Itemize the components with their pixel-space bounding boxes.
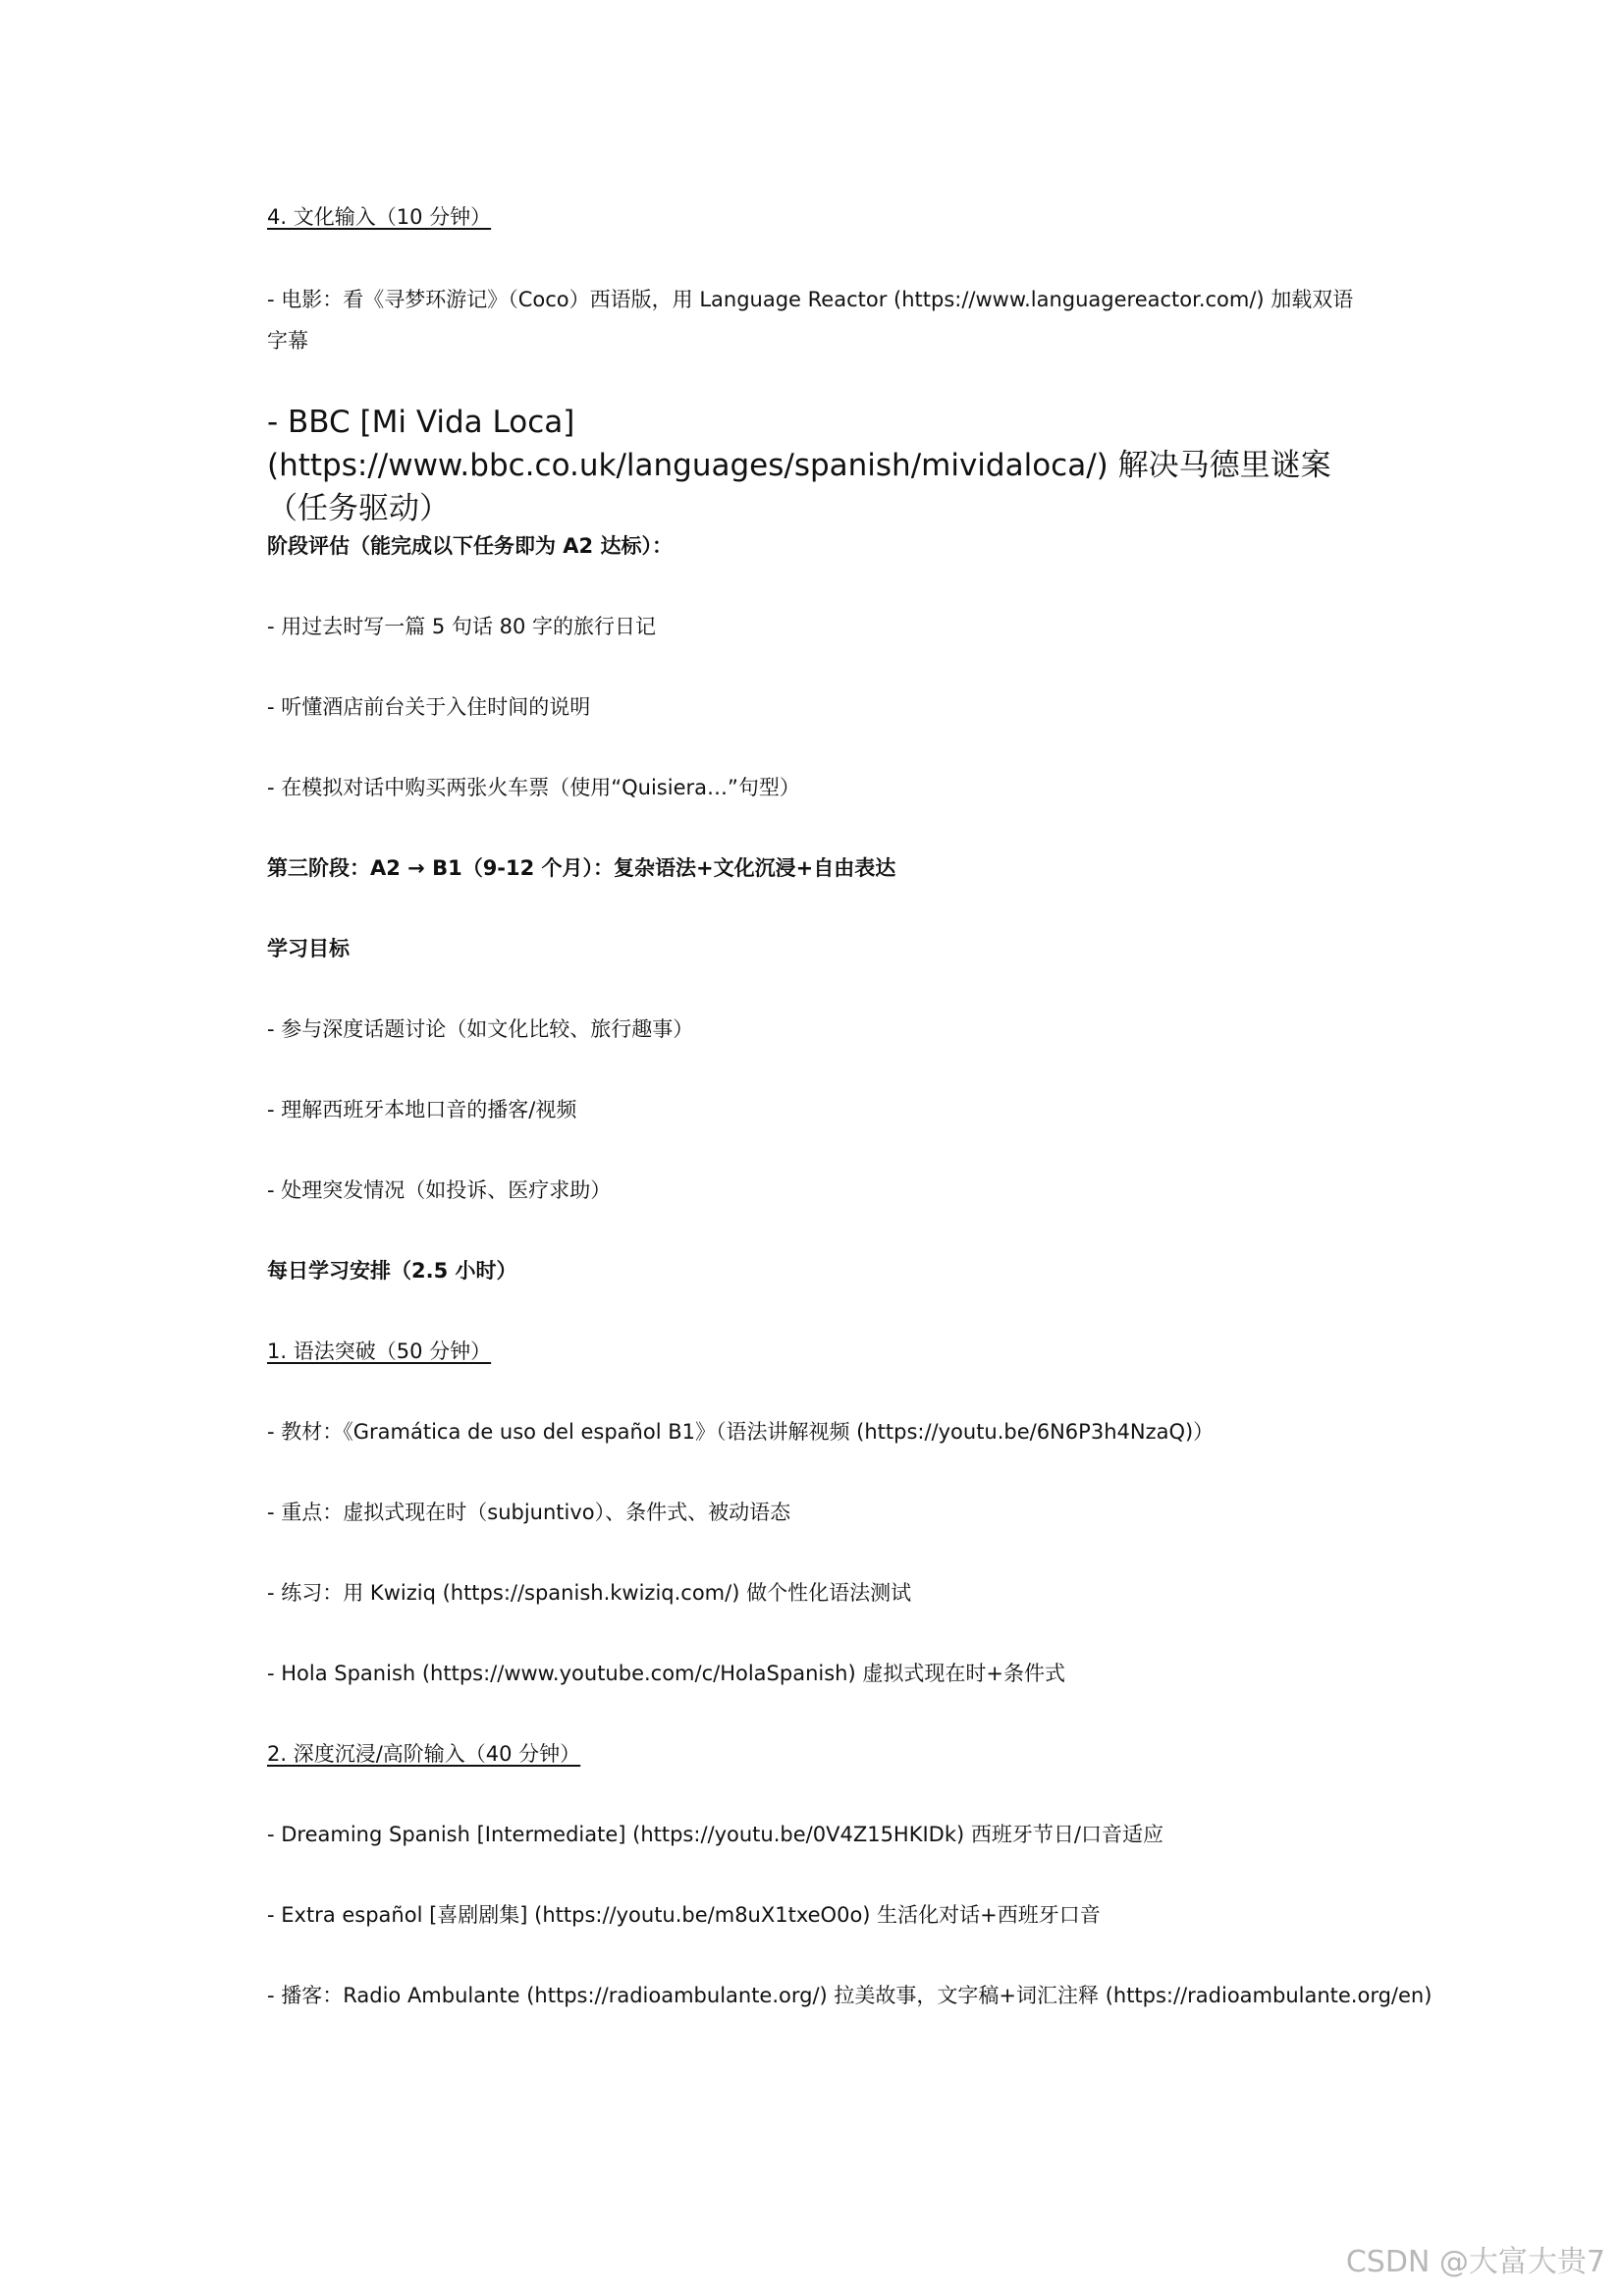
list-item-focus: - 重点：虚拟式现在时（subjuntivo）、条件式、被动语态: [267, 1501, 791, 1524]
list-item-radio-ambulante: - 播客：Radio Ambulante (https://radioambulante.org/) 拉美故事，文字稿+词汇注释 (https://radioambulante.org/en): [267, 1984, 1433, 2007]
section-heading-immersion: 2. 深度沉浸/高阶输入（40 分钟）: [267, 1742, 581, 1766]
list-item-goal-1: - 参与深度话题讨论（如文化比较、旅行趣事）: [267, 1017, 694, 1041]
daily-schedule-heading: 每日学习安排（2.5 小时）: [267, 1259, 517, 1283]
stage-assessment-heading: 阶段评估（能完成以下任务即为 A2 达标）：: [267, 534, 673, 558]
list-item-goal-3: - 处理突发情况（如投诉、医疗求助）: [267, 1178, 612, 1202]
list-item-dreaming-spanish: - Dreaming Spanish [Intermediate] (https://youtu.be/0V4Z15HKIDk) 西班牙节日/口音适应: [267, 1823, 1163, 1846]
learning-goals-heading: 学习目标: [267, 937, 350, 960]
list-item-hola-spanish: - Hola Spanish (https://www.youtube.com/c/HolaSpanish) 虚拟式现在时+条件式: [267, 1662, 1065, 1685]
list-item-practice: - 练习：用 Kwiziq (https://spanish.kwiziq.com/) 做个性化语法测试: [267, 1581, 912, 1605]
list-item-goal-2: - 理解西班牙本地口音的播客/视频: [267, 1098, 577, 1121]
list-item-assessment-1: - 用过去时写一篇 5 句话 80 字的旅行日记: [267, 615, 657, 638]
list-item-assessment-3: - 在模拟对话中购买两张火车票（使用“Quisiera…”句型）: [267, 776, 800, 799]
stage-three-heading: 第三阶段：A2 → B1（9-12 个月）：复杂语法+文化沉浸+自由表达: [267, 856, 896, 880]
list-item-assessment-2: - 听懂酒店前台关于入住时间的说明: [267, 695, 591, 719]
section-heading-grammar: 1. 语法突破（50 分钟）: [267, 1339, 492, 1363]
section-heading-culture-input: 4. 文化输入（10 分钟）: [267, 205, 492, 229]
list-item-bbc: - BBC [Mi Vida Loca] (https://www.bbc.co.uk/languages/spanish/mividaloca/) 解决马德里谜案（任务驱动）: [267, 405, 1331, 526]
list-item-textbook: - 教材：《Gramática de uso del español B1》（语法讲解视频 (https://youtu.be/6N6P3h4NzaQ)）: [267, 1420, 1215, 1444]
csdn-watermark: CSDN @大富大贵7: [1345, 2245, 1605, 2279]
list-item-extra-espanol: - Extra español [喜剧剧集] (https://youtu.be/m8uX1txeO0o) 生活化对话+西班牙口音: [267, 1903, 1101, 1927]
list-item-movie: - 电影：看《寻梦环游记》（Coco）西语版，用 Language Reactor (https://www.languagereactor.com/) 加载双语字幕: [267, 288, 1354, 353]
